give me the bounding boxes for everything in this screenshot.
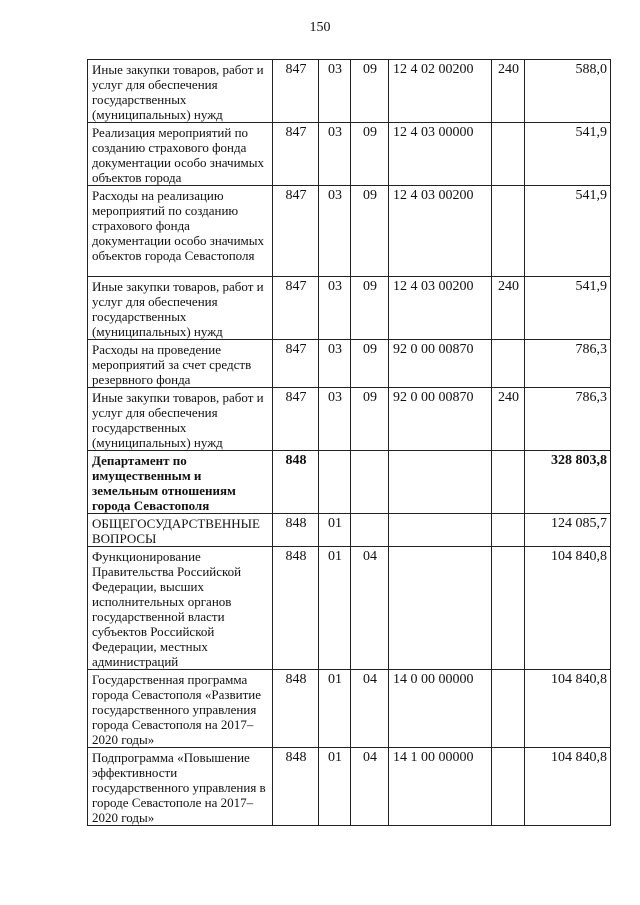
cell-section: 01 (319, 547, 351, 670)
cell-name: ОБЩЕГОСУДАРСТВЕННЫЕ ВОПРОСЫ (88, 514, 273, 547)
cell-target-article: 92 0 00 00870 (389, 388, 492, 451)
cell-name: Иные закупки товаров, работ и услуг для обеспечения государственных (муниципальных) нужд (88, 388, 273, 451)
cell-ved: 848 (273, 670, 319, 748)
cell-amount: 104 840,8 (525, 748, 611, 826)
cell-amount: 328 803,8 (525, 451, 611, 514)
cell-name: Подпрограмма «Повышение эффективности государственного управления в городе Севастополе на 2017–2020 годы» (88, 748, 273, 826)
cell-subsection: 04 (351, 670, 389, 748)
cell-target-article: 12 4 03 00200 (389, 186, 492, 277)
table-row (88, 60, 611, 123)
cell-ved: 848 (273, 547, 319, 670)
table-row (88, 451, 611, 514)
cell-target-article: 14 1 00 00000 (389, 748, 492, 826)
cell-target-article (389, 547, 492, 670)
cell-target-article: 12 4 03 00200 (389, 277, 492, 340)
cell-amount: 541,9 (525, 123, 611, 186)
cell-section: 03 (319, 388, 351, 451)
table-body (88, 60, 611, 826)
cell-subsection: 09 (351, 123, 389, 186)
cell-name: Реализация мероприятий по созданию страхового фонда документации особо значимых объектов города (88, 123, 273, 186)
cell-expense-type (492, 451, 525, 514)
cell-subsection: 04 (351, 748, 389, 826)
cell-name: Расходы на реализацию мероприятий по созданию страхового фонда документации особо значимых объектов города Севастополя (88, 186, 273, 277)
cell-ved: 848 (273, 748, 319, 826)
table-row (88, 514, 611, 547)
cell-name: Иные закупки товаров, работ и услуг для обеспечения государственных (муниципальных) нужд (88, 277, 273, 340)
table-row (88, 340, 611, 388)
cell-name: Государственная программа города Севастополя «Развитие государственного управления города Севастополя на 2017–2020 годы» (88, 670, 273, 748)
cell-ved: 847 (273, 123, 319, 186)
cell-expense-type (492, 340, 525, 388)
budget-table (87, 59, 611, 826)
cell-expense-type (492, 670, 525, 748)
cell-ved: 847 (273, 340, 319, 388)
cell-section (319, 451, 351, 514)
cell-amount: 541,9 (525, 277, 611, 340)
cell-section: 03 (319, 340, 351, 388)
cell-subsection: 09 (351, 388, 389, 451)
cell-subsection: 09 (351, 60, 389, 123)
table-row (88, 748, 611, 826)
cell-ved: 847 (273, 277, 319, 340)
cell-target-article (389, 451, 492, 514)
cell-target-article: 14 0 00 00000 (389, 670, 492, 748)
cell-expense-type: 240 (492, 277, 525, 340)
table-row (88, 277, 611, 340)
cell-ved: 847 (273, 186, 319, 277)
cell-expense-type (492, 186, 525, 277)
cell-amount: 541,9 (525, 186, 611, 277)
cell-target-article: 92 0 00 00870 (389, 340, 492, 388)
cell-expense-type (492, 514, 525, 547)
cell-ved: 847 (273, 60, 319, 123)
cell-subsection (351, 514, 389, 547)
cell-name: Департамент по имущественным и земельным отношениям города Севастополя (88, 451, 273, 514)
cell-subsection (351, 451, 389, 514)
cell-ved: 848 (273, 514, 319, 547)
cell-ved: 848 (273, 451, 319, 514)
cell-expense-type (492, 748, 525, 826)
cell-amount: 786,3 (525, 340, 611, 388)
cell-amount: 588,0 (525, 60, 611, 123)
cell-subsection: 09 (351, 277, 389, 340)
table-row (88, 547, 611, 670)
cell-expense-type: 240 (492, 388, 525, 451)
cell-section: 01 (319, 670, 351, 748)
cell-section: 03 (319, 186, 351, 277)
cell-expense-type: 240 (492, 60, 525, 123)
cell-subsection: 09 (351, 186, 389, 277)
cell-expense-type (492, 123, 525, 186)
cell-name: Иные закупки товаров, работ и услуг для обеспечения государственных (муниципальных) нужд (88, 60, 273, 123)
table-row (88, 388, 611, 451)
cell-expense-type (492, 547, 525, 670)
cell-ved: 847 (273, 388, 319, 451)
cell-section: 03 (319, 277, 351, 340)
cell-amount: 104 840,8 (525, 670, 611, 748)
cell-amount: 124 085,7 (525, 514, 611, 547)
cell-target-article: 12 4 02 00200 (389, 60, 492, 123)
cell-subsection: 09 (351, 340, 389, 388)
cell-target-article (389, 514, 492, 547)
cell-subsection: 04 (351, 547, 389, 670)
cell-amount: 104 840,8 (525, 547, 611, 670)
cell-section: 01 (319, 514, 351, 547)
page-number: 150 (309, 20, 331, 35)
cell-amount: 786,3 (525, 388, 611, 451)
cell-name: Функционирование Правительства Российской Федерации, высших исполнительных органов государственной власти субъектов Российской Федерации, местных администраций (88, 547, 273, 670)
cell-section: 01 (319, 748, 351, 826)
cell-target-article: 12 4 03 00000 (389, 123, 492, 186)
table-row (88, 123, 611, 186)
table-row (88, 186, 611, 277)
table-row (88, 670, 611, 748)
cell-section: 03 (319, 60, 351, 123)
cell-section: 03 (319, 123, 351, 186)
cell-name: Расходы на проведение мероприятий за счет средств резервного фонда (88, 340, 273, 388)
